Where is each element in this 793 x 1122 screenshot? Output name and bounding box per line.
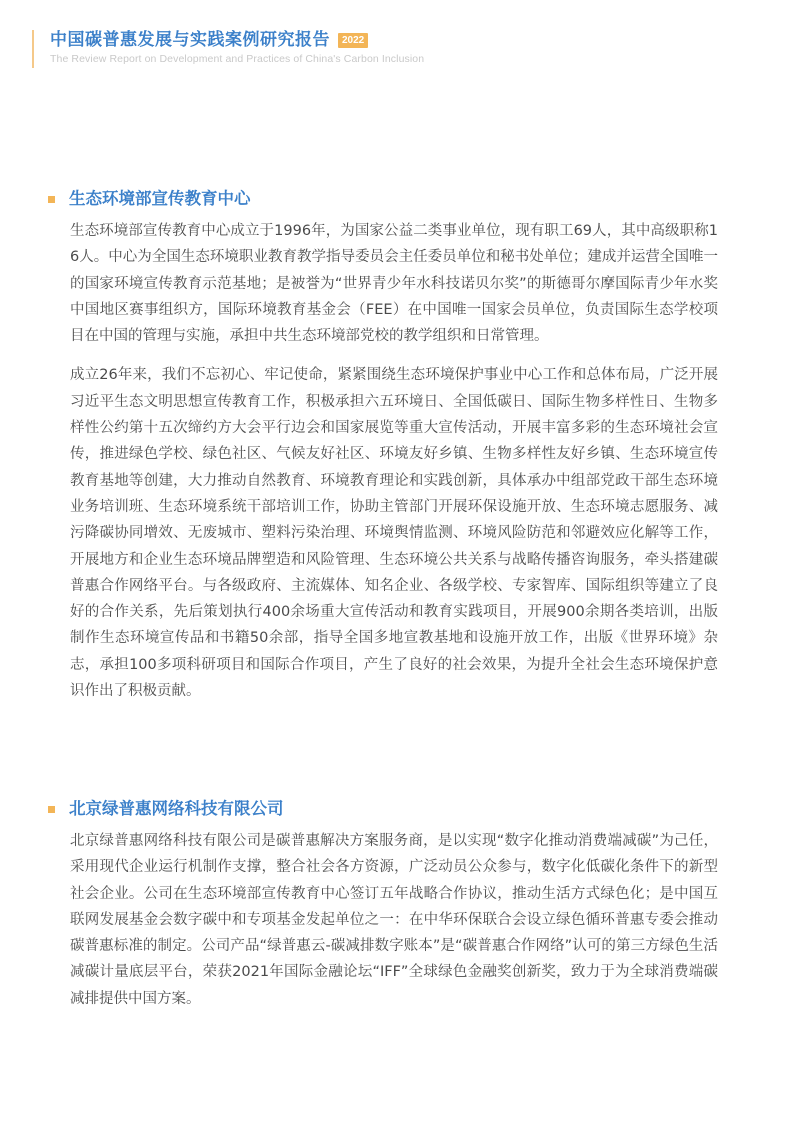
header-title-row (50, 30, 424, 50)
report-title: 中国碳普惠发展与实践案例研究报告 (50, 30, 330, 50)
section-green-puhui-company (48, 797, 718, 1012)
section-body (48, 218, 718, 704)
paragraph: 成立26年来，我们不忘初心、牢记使命，紧紧围绕生态环境保护事业中心工作和总体布局，广泛开展习近平生态文明思想宣传教育工作，积极承担六五环境日、全国低碳日、国际生物多样性日、生物多样性公约第十五次缔约方大会平行边会和国家展览等重大宣传活动，开展丰富多彩的生态环境社会宣传，推进绿色学校、绿色社区、气候友好社区、环境友好乡镇、生物多样性友好乡镇、生态环境宣传教育基地等创建，大力推动自然教育、环境教育理论和实践创新，具体承办中组部党政干部生态环境业务培训班、生态环境系统干部培训工作，协助主管部门开展环保设施开放、生态环境志愿服务、减污降碳协同增效、无废城市、塑料污染治理、环境舆情监测、环境风险防范和邻避效应化解等工作，开展地方和企业生态环境品牌塑造和风险管理、生态环境公共关系与战略传播咨询服务，牵头搭建碳普惠合作网络平台。与各级政府、主流媒体、知名企业、各级学校、专家智库、国际组织等建立了良好的合作关系，先后策划执行400余场重大宣传活动和教育实践项目，开展900余期各类培训，出版制作生态环境宣传品和书籍50余部，指导全国多地宣教基地和设施开放工作，出版《世界环境》杂志，承担100多项科研项目和国际合作项目，产生了良好的社会效果，为提升全社会生态环境保护意识作出了积极贡献。 (70, 367, 718, 700)
section-title: 北京绿普惠网络科技有限公司 (69, 799, 284, 818)
section-eco-education-center (48, 187, 718, 704)
square-bullet-icon (48, 196, 55, 203)
paragraph: 北京绿普惠网络科技有限公司是碳普惠解决方案服务商，是以实现“数字化推动消费端减碳”为己任，采用现代企业运行机制作支撑，整合社会各方资源，广泛动员公众参与，数字化低碳化条件下的新型社会企业。公司在生态环境部宣传教育中心签订五年战略合作协议，推动生活方式绿色化；是中国互联网发展基金会数字碳中和专项基金发起单位之一：在中华环保联合会设立绿色循环普惠专委会推动碳普惠标准的制定。公司产品“绿普惠云-碳减排数字账本”是“碳普惠合作网络”认可的第三方绿色生活减碳计量底层平台，荣获2021年国际金融论坛“IFF”全球绿色金融奖创新奖，致力于为全球消费端碳减排提供中国方案。 (70, 833, 718, 1007)
report-subtitle: The Review Report on Development and Practices of China's Carbon Inclusion (50, 53, 425, 65)
square-bullet-icon (48, 806, 55, 813)
section-body (48, 828, 718, 1012)
section-heading (48, 187, 718, 211)
page-header (32, 30, 424, 68)
section-heading (48, 797, 718, 821)
year-badge: 2022 (338, 33, 368, 48)
paragraph: 生态环境部宣传教育中心成立于1996年，为国家公益二类事业单位，现有职工69人，其中高级职称16人。中心为全国生态环境职业教育教学指导委员会主任委员单位和秘书处单位；建成并运营全国唯一的国家环境宣传教育示范基地；是被誉为“世界青少年水科技诺贝尔奖”的斯德哥尔摩国际青少年水奖中国地区赛事组织方，国际环境教育基金会（FEE）在中国唯一国家会员单位，负责国际生态学校项目在中国的管理与实施，承担中共生态环境部党校的教学组织和日常管理。 (70, 223, 718, 345)
section-title: 生态环境部宣传教育中心 (69, 189, 251, 208)
